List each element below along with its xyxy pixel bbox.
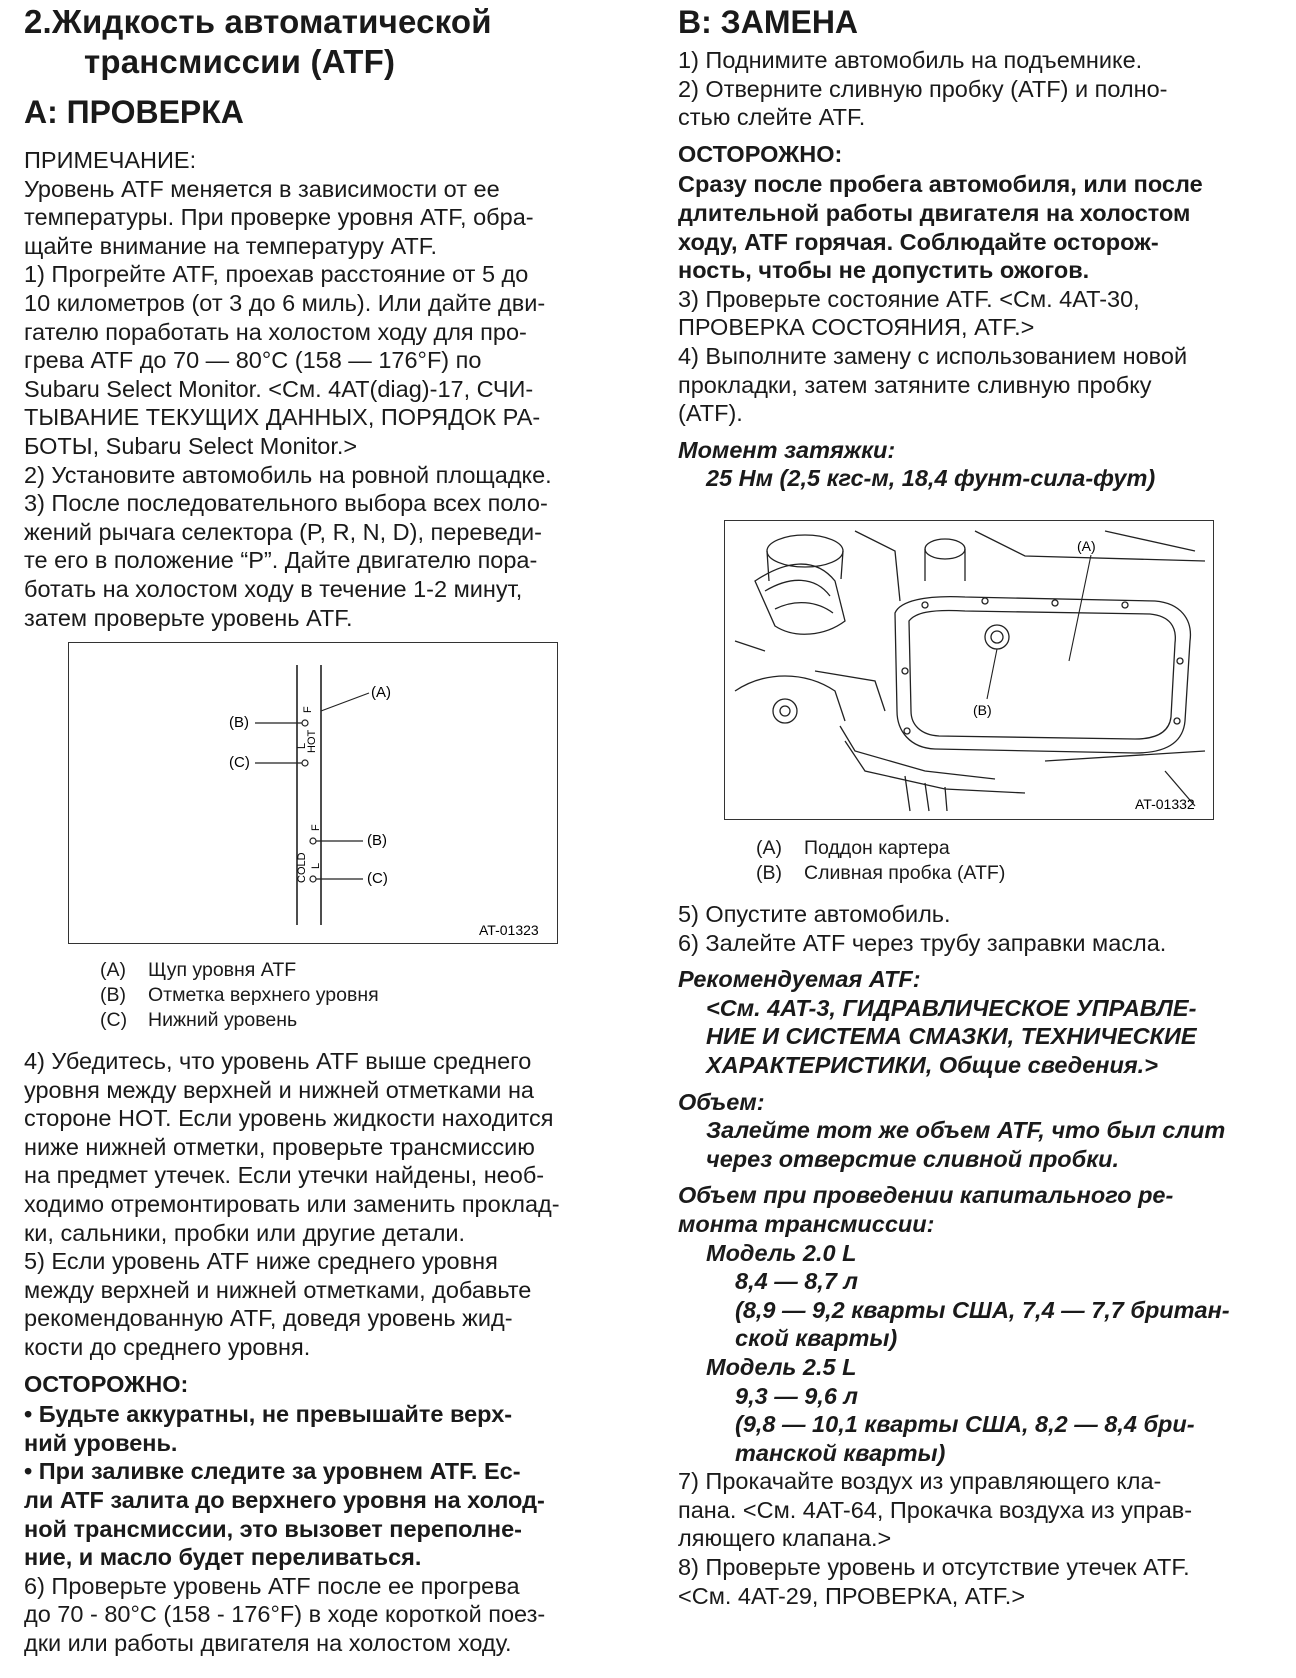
caution-label: ОСТОРОЖНО: xyxy=(678,140,843,167)
step-8-line: <См. 4AT-29, ПРОВЕРКА, ATF.> xyxy=(678,1582,1026,1609)
model-25-conversion: (9,8 — 10,1 кварты США, 8,2 — 8,4 бри- xyxy=(735,1411,1195,1438)
step-4-line: уровня между верхней и нижней отметками на xyxy=(24,1076,535,1103)
rec-atf-line: ХАРАКТЕРИСТИКИ, Общие сведения.> xyxy=(706,1051,1158,1078)
replace-steps-5-8 xyxy=(678,900,1268,1610)
overhaul-label: монта трансмиссии: xyxy=(678,1210,935,1237)
rec-atf-label: Рекомендуемая ATF: xyxy=(678,966,921,993)
subsection-b-title: B: ЗАМЕНА xyxy=(678,4,859,40)
model-20-value: 8,4 — 8,7 л xyxy=(735,1268,859,1295)
torque-label: Момент затяжки: xyxy=(678,436,896,463)
note-line: щайте внимание на температуру ATF. xyxy=(24,232,438,259)
legend-item: (B) Отметка верхнего уровня xyxy=(100,984,379,1006)
caution-line: длительной работы двигателя на холостом xyxy=(678,199,1191,226)
step-1-line: 1) Прогрейте ATF, проехав расстояние от 5 до xyxy=(24,261,529,288)
volume-line: Залейте тот же объем ATF, что был слит xyxy=(706,1117,1226,1144)
model-20-label: Модель 2.0 L xyxy=(706,1239,857,1266)
caution-bullet-2: ние, и масло будет переливаться. xyxy=(24,1544,422,1571)
step-4-line: стороне HOT. Если уровень жидкости находится xyxy=(24,1105,554,1132)
step-3-line: затем проверьте уровень ATF. xyxy=(24,604,353,631)
overhaul-label: Объем при проведении капитального ре- xyxy=(678,1182,1174,1209)
step-5-line: рекомендованную ATF, доведя уровень жид- xyxy=(24,1305,513,1332)
hot-f-text: F xyxy=(302,706,314,713)
cold-f-text: F xyxy=(310,824,322,831)
rec-atf-line: НИЕ И СИСТЕМА СМАЗКИ, ТЕХНИЧЕСКИЕ xyxy=(706,1023,1197,1050)
section-title-line2: трансмиссии (ATF) xyxy=(84,43,396,80)
label-b: (B) xyxy=(973,702,992,718)
step-7-line: 7) Прокачайте воздух из управляющего кла- xyxy=(678,1468,1162,1495)
steps-4-6-block xyxy=(24,1047,614,1657)
section-number: 2. xyxy=(24,3,52,40)
label-c-hot: (C) xyxy=(229,754,250,771)
step-4-line: ки, сальники, пробки или другие детали. xyxy=(24,1219,466,1246)
caution-bullet-2: • При заливке следите за уровнем ATF. Ес- xyxy=(24,1458,521,1485)
oil-pan-legend xyxy=(756,836,1005,886)
step-4-line: 4) Убедитесь, что уровень ATF выше среднего xyxy=(24,1048,532,1074)
step-5-line: 5) Опустите автомобиль. xyxy=(678,901,951,927)
caution-line: Сразу после пробега автомобиля, или после xyxy=(678,171,1203,198)
torque-value: 25 Нм (2,5 кгс-м, 18,4 фунт-сила-фут) xyxy=(706,465,1156,492)
caution-bullet-1: ний уровень. xyxy=(24,1429,178,1456)
step-1-line: БОТЫ, Subaru Select Monitor.> xyxy=(24,432,358,459)
section-title-line1: Жидкость автоматической xyxy=(51,3,492,40)
step-5-line: 5) Если уровень ATF ниже среднего уровня xyxy=(24,1248,498,1275)
hot-text: HOT xyxy=(306,729,318,753)
label-b-cold: (B) xyxy=(367,832,387,849)
step-6-line: до 70 - 80°C (158 - 176°F) в ходе короткой поез- xyxy=(24,1601,546,1628)
cold-l-text: L xyxy=(310,862,322,869)
step-3-line: 3) После последовательного выбора всех поло- xyxy=(24,490,548,517)
step-6-line: 6) Проверьте уровень ATF после ее прогрева xyxy=(24,1572,520,1599)
step-2-line: 2) Отверните сливную пробку (ATF) и полно- xyxy=(678,75,1168,102)
note-label: ПРИМЕЧАНИЕ: xyxy=(24,147,197,173)
section-title xyxy=(24,2,624,82)
caution-bullet-2: ной трансмиссии, это вызовет переполне- xyxy=(24,1515,522,1542)
step-6-line: дки или работы двигателя на холостом ходу. xyxy=(24,1629,512,1656)
step-3-line: те его в положение “P”. Дайте двигателю пора- xyxy=(24,547,538,574)
figure-code: AT-01323 xyxy=(479,922,539,938)
oil-pan-drawing xyxy=(725,521,1213,819)
note-line: температуры. При проверке уровня ATF, обра- xyxy=(24,204,534,231)
step-7-line: ляющего клапана.> xyxy=(678,1525,892,1552)
step-1-line: гателю поработать на холостом ходу для про- xyxy=(24,318,527,345)
figure-code: AT-01332 xyxy=(1135,796,1195,812)
label-c-cold: (C) xyxy=(367,870,388,887)
step-1-line: 1) Поднимите автомобиль на подъемнике. xyxy=(678,47,1143,73)
hot-l-text: L xyxy=(296,742,308,749)
note-line: Уровень ATF меняется в зависимости от ее xyxy=(24,175,500,202)
caution-label: ОСТОРОЖНО: xyxy=(24,1370,189,1397)
step-4-line: 4) Выполните замену с использованием новой xyxy=(678,342,1188,369)
legend-item: (A) Поддон картера xyxy=(756,837,950,859)
note-block xyxy=(24,146,614,632)
caution-bullet-2: ли ATF залита до верхнего уровня на холод- xyxy=(24,1486,545,1513)
step-3-line: ботать на холостом ходу в течение 1-2 минут, xyxy=(24,575,523,602)
step-1-line: ТЫВАНИЕ ТЕКУЩИХ ДАННЫХ, ПОРЯДОК РА- xyxy=(24,404,541,431)
step-4-line: ходимо отремонтировать или заменить проклад- xyxy=(24,1190,560,1217)
label-b-hot: (B) xyxy=(229,714,249,731)
caution-bullet-1: • Будьте аккуратны, не превышайте верх- xyxy=(24,1401,513,1428)
step-3-line: ПРОВЕРКА СОСТОЯНИЯ, ATF.> xyxy=(678,314,1035,341)
oil-pan-figure xyxy=(724,520,1214,820)
step-8-line: 8) Проверьте уровень и отсутствие утечек ATF. xyxy=(678,1554,1190,1581)
label-a: (A) xyxy=(371,684,391,701)
model-25-label: Модель 2.5 L xyxy=(706,1353,857,1380)
step-5-line: кости до среднего уровня. xyxy=(24,1333,311,1360)
replace-steps-block xyxy=(678,46,1268,493)
volume-line: через отверстие сливной пробки. xyxy=(706,1145,1119,1172)
volume-label: Объем: xyxy=(678,1088,765,1115)
dipstick-figure xyxy=(68,642,558,944)
step-4-line: на предмет утечек. Если утечки найдены, необ- xyxy=(24,1162,545,1189)
step-4-line: ниже нижней отметки, проверьте трансмиссию xyxy=(24,1133,535,1160)
subsection-a-title: A: ПРОВЕРКА xyxy=(24,94,244,130)
legend-item: (C) Нижний уровень xyxy=(100,1009,298,1031)
step-6-line: 6) Залейте ATF через трубу заправки масла. xyxy=(678,929,1167,956)
step-1-line: 10 километров (от 3 до 6 миль). Или дайте дви- xyxy=(24,289,546,316)
step-2-line: стью слейте ATF. xyxy=(678,104,866,131)
rec-atf-line: <См. 4AT-3, ГИДРАВЛИЧЕСКОЕ УПРАВЛЕ- xyxy=(706,994,1197,1021)
legend-item: (B) Сливная пробка (ATF) xyxy=(756,862,1006,884)
model-25-value: 9,3 — 9,6 л xyxy=(735,1382,859,1409)
legend-item: (A) Щуп уровня ATF xyxy=(100,959,297,981)
step-1-line: Subaru Select Monitor. <См. 4AT(diag)-17, СЧИ- xyxy=(24,375,534,402)
step-4-line: прокладки, затем затяните сливную пробку xyxy=(678,371,1152,398)
dipstick-diagram xyxy=(69,643,557,943)
dipstick-legend xyxy=(100,958,379,1033)
step-4-line: (ATF). xyxy=(678,400,743,427)
step-3-line: 3) Проверьте состояние ATF. <См. 4AT-30, xyxy=(678,285,1140,312)
label-a: (A) xyxy=(1077,538,1096,554)
caution-line: ность, чтобы не допустить ожогов. xyxy=(678,257,1090,284)
cold-text: COLD xyxy=(296,852,308,883)
step-3-line: жений рычага селектора (P, R, N, D), переведи- xyxy=(24,518,542,545)
model-20-conversion: ской кварты) xyxy=(735,1325,898,1352)
model-25-conversion: танской кварты) xyxy=(735,1439,946,1466)
step-1-line: грева ATF до 70 — 80°C (158 — 176°F) по xyxy=(24,347,482,374)
caution-line: ходу, ATF горячая. Соблюдайте осторож- xyxy=(678,228,1159,255)
step-7-line: пана. <См. 4AT-64, Прокачка воздуха из управ- xyxy=(678,1496,1193,1523)
model-20-conversion: (8,9 — 9,2 кварты США, 7,4 — 7,7 британ- xyxy=(735,1296,1230,1323)
step-5-line: между верхней и нижней отметками, добавьте xyxy=(24,1276,532,1303)
step-2-line: 2) Установите автомобиль на ровной площадке. xyxy=(24,461,552,488)
